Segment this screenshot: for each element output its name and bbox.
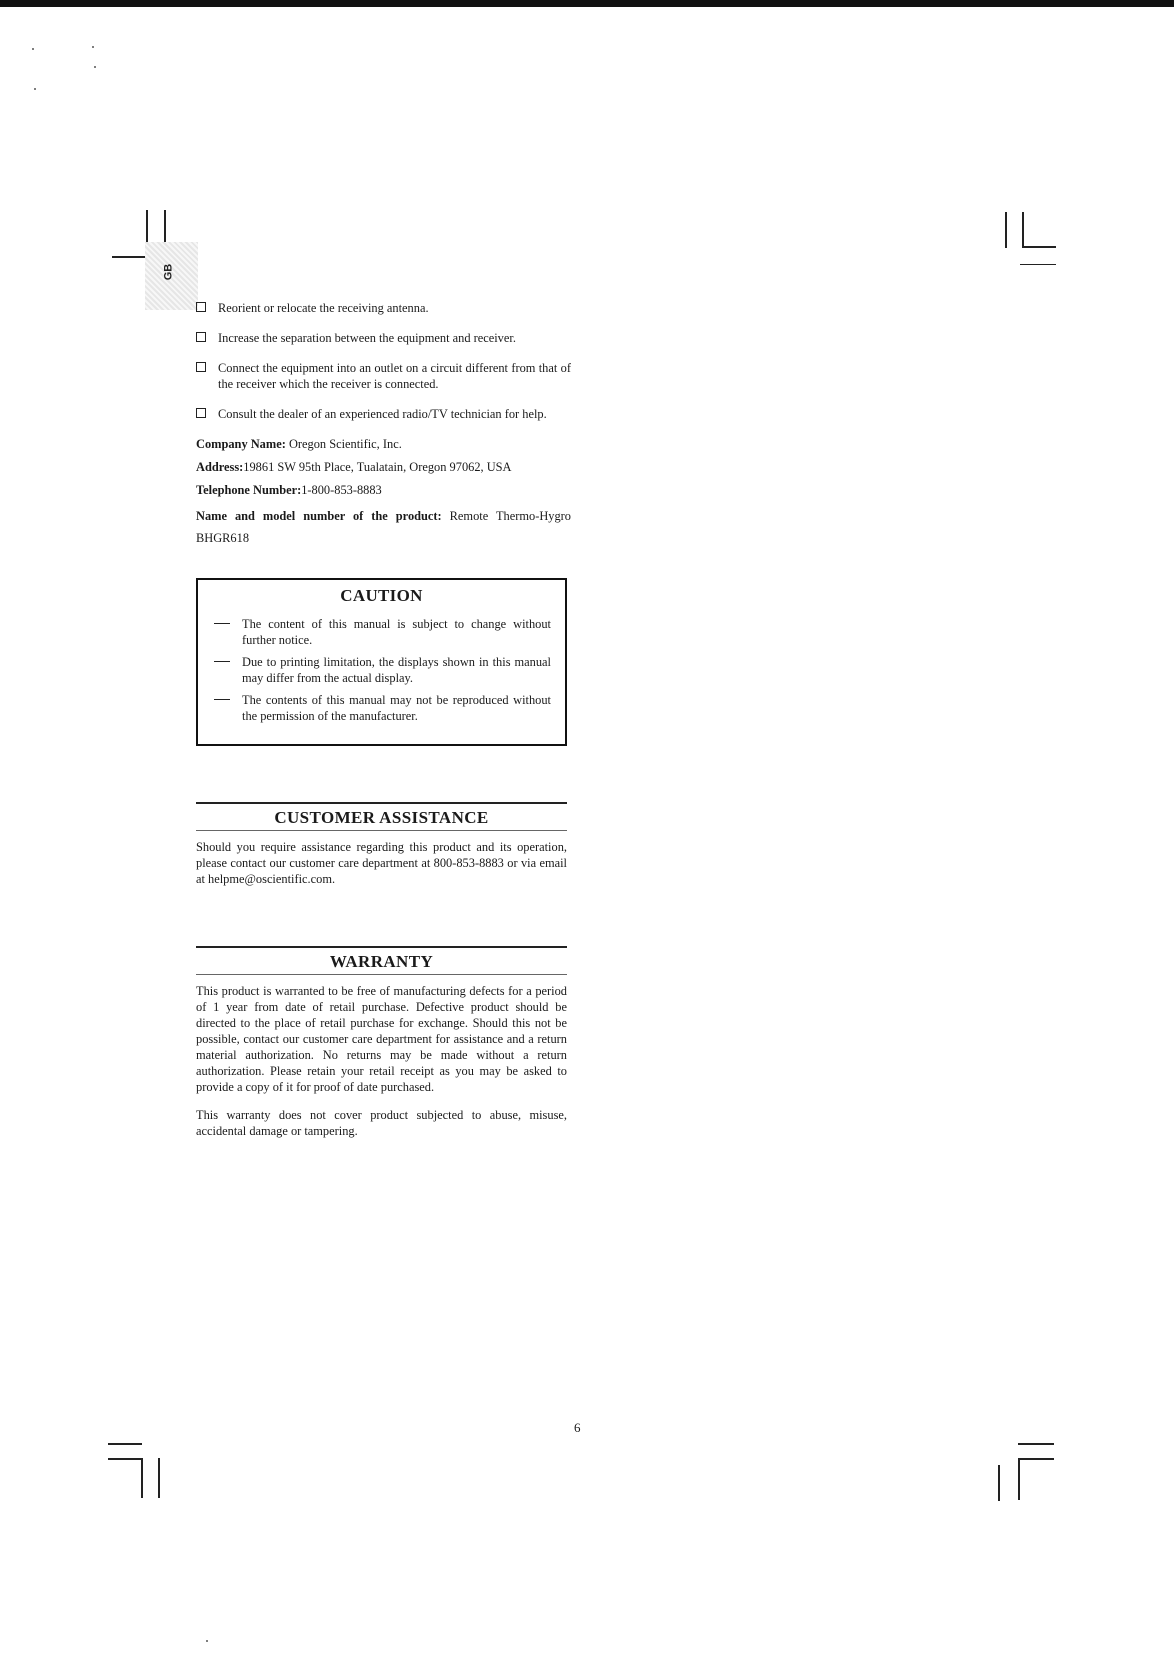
- crop-mark: [108, 1458, 142, 1460]
- product-value: Remote Thermo-Hygro BHGR618: [196, 509, 571, 545]
- caution-item-text: The contents of this manual may not be reproduced without the permission of the manufacturer.: [242, 693, 551, 723]
- warranty-paragraph: This warranty does not cover product subjected to abuse, misuse, accidental damage or tampering.: [196, 1107, 567, 1138]
- company-name-line: [196, 436, 571, 452]
- fcc-measure-text: Consult the dealer of an experienced radio/TV technician for help.: [218, 407, 547, 421]
- crop-mark: [1022, 246, 1056, 248]
- checkbox-icon: [196, 332, 206, 342]
- page-top-border: [0, 0, 1174, 7]
- fcc-measure-text: Reorient or relocate the receiving antenna.: [218, 301, 429, 315]
- caution-item: [212, 616, 551, 648]
- product-label: Name and model number of the product:: [196, 509, 442, 523]
- caution-item: [212, 692, 551, 724]
- customer-assistance-body: Should you require assistance regarding this product and its operation, please contact our customer care department at 800-853-8883 or via email at helpme@oscientific.com.: [196, 839, 567, 886]
- address-line: [196, 459, 571, 475]
- warranty-title: WARRANTY: [329, 951, 434, 971]
- fcc-measure-text: Connect the equipment into an outlet on a circuit different from that of the receiver which the receiver is connected.: [218, 361, 571, 391]
- crop-mark: [1018, 1458, 1020, 1500]
- crop-mark: [158, 1458, 160, 1498]
- warranty-section: [196, 946, 567, 1151]
- crop-mark: [998, 1465, 1000, 1501]
- crop-mark: [1020, 264, 1056, 265]
- customer-assistance-section: [196, 802, 567, 899]
- crop-mark: [1022, 212, 1024, 248]
- checkbox-icon: [196, 302, 206, 312]
- crop-mark: [141, 1458, 143, 1498]
- product-line: [196, 505, 571, 549]
- fcc-measure-item: [196, 330, 571, 346]
- dash-icon: [214, 699, 230, 700]
- telephone-label: Telephone Number:: [196, 483, 302, 497]
- fcc-measure-item: [196, 406, 571, 422]
- caution-item-text: The content of this manual is subject to change without further notice.: [242, 617, 551, 647]
- dash-icon: [214, 623, 230, 624]
- telephone-line: [196, 482, 571, 498]
- caution-item: [212, 654, 551, 686]
- company-name-value: Oregon Scientific, Inc.: [288, 437, 402, 451]
- dash-icon: [214, 661, 230, 662]
- language-tab-label: GB: [162, 263, 175, 281]
- checkbox-icon: [196, 362, 206, 372]
- scan-speck: [92, 46, 94, 48]
- crop-mark: [1018, 1458, 1054, 1460]
- address-value: 19861 SW 95th Place, Tualatain, Oregon 97062, USA: [243, 460, 512, 474]
- page-number: 6: [574, 1420, 581, 1435]
- scan-speck: [32, 48, 34, 50]
- address-label: Address:: [196, 460, 244, 474]
- crop-mark: [108, 1443, 142, 1445]
- caution-title: CAUTION: [340, 586, 423, 605]
- crop-mark: [112, 256, 148, 258]
- checkbox-icon: [196, 408, 206, 418]
- scan-speck: [206, 1640, 208, 1642]
- customer-assistance-title: CUSTOMER ASSISTANCE: [274, 807, 489, 827]
- warranty-paragraph: This product is warranted to be free of manufacturing defects for a period of 1 year from date of retail purchase. Defective product should be directed to the place of retail purchase for exchange. Should this not be possible, contact our customer care department for assistance and a return material authorization. No returns may be made without a return authorization. Please retain your retail receipt as you may be asked to provide a copy of it for proof of date purchased.: [196, 983, 567, 1094]
- fcc-measure-item: [196, 300, 571, 316]
- scan-speck: [94, 66, 96, 68]
- scan-speck: [34, 88, 36, 90]
- crop-mark: [1005, 212, 1007, 248]
- fcc-section: [196, 300, 571, 556]
- crop-mark: [1018, 1443, 1054, 1445]
- caution-box: [196, 578, 567, 746]
- language-tab: [145, 242, 198, 310]
- fcc-measure-text: Increase the separation between the equipment and receiver.: [218, 331, 516, 345]
- telephone-value: 1-800-853-8883: [301, 483, 382, 497]
- section-rule: [196, 974, 567, 975]
- section-rule: [196, 830, 567, 831]
- fcc-measure-item: [196, 360, 571, 392]
- caution-item-text: Due to printing limitation, the displays shown in this manual may differ from the actual display.: [242, 655, 551, 685]
- company-name-label: Company Name:: [196, 437, 286, 451]
